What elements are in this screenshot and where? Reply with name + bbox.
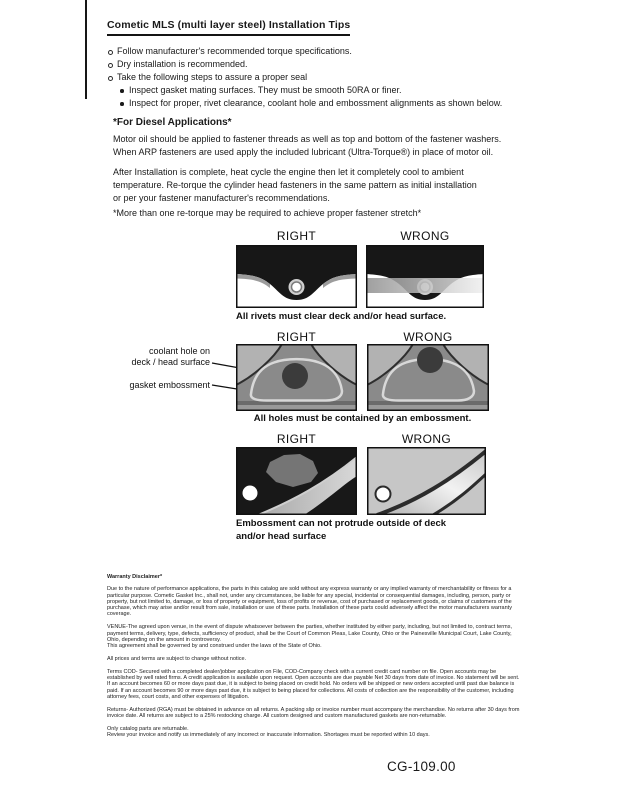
warranty-paragraph: Returns- Authorized (RGA) must be obtained in advance on all returns. A packing slip or invoice number must accompany the merchandise. No returns after 30 days from invoice date. All returns are subject to a 25% restocking charge. All custom designed and custom manufactured gaskets are non-returnable. bbox=[107, 706, 520, 720]
diesel-applications-heading: *For Diesel Applications* bbox=[113, 117, 232, 128]
list-item bbox=[120, 84, 550, 97]
warranty-paragraph: Only catalog parts are returnable. bbox=[107, 725, 189, 732]
row3-right-label: RIGHT bbox=[276, 432, 317, 446]
row1-wrong-label: WRONG bbox=[400, 229, 450, 243]
caption-line: and/or head surface bbox=[236, 531, 327, 542]
paragraph-line: temperature. Re-torque the cylinder head fasteners in the same pattern as initial installation bbox=[113, 180, 477, 190]
page-code: CG-109.00 bbox=[387, 759, 456, 774]
paragraph-line: After Installation is complete, heat cycle the engine then let it completely cool to ambient bbox=[113, 167, 464, 177]
retorque-note: *More than one re-torque may be required to achieve proper fastener stretch* bbox=[113, 208, 422, 218]
warranty-paragraph: VENUE-The agreed upon venue, in the event of dispute whatsoever between the parties, whether instituted by either party, including, but not limited to, contract terms, payment terms, delivery, type, defects, sufficiency of product, shall be the Court of Common Pleas, Lake County, Ohio or the Painesville Municipal Court, Lake County, Ohio, depending on the amount in controversy. bbox=[107, 624, 512, 643]
warranty-paragraph: Terms COD- Secured with a completed dealer/jobber application on File, COD-Company check with a current credit card number on file. Open accounts may be established by well rated firms. A credit application is available upon request. Open accounts are due payable Net 30 days from date of invoice. No statement will be sent. If an account becomes 60 or more days past due, it is subject to being placed on credit hold. No orders will be shipped or new orders accepted until past due balance is paid. If an account becomes 90 or more days past due, it is subject to being placed for collections. All costs of collection are the responsibility of the customer, including attorney fees, court costs, and other expenses of litigation. bbox=[107, 668, 520, 700]
callout-line: deck / head surface bbox=[131, 356, 210, 367]
open-bullet-icon bbox=[108, 63, 113, 68]
warranty-heading: Warranty Disclaimer* bbox=[107, 574, 163, 580]
list-item bbox=[108, 58, 548, 71]
open-bullet-icon bbox=[108, 50, 113, 55]
row2-wrong-label: WRONG bbox=[403, 330, 453, 344]
row2-caption: All holes must be contained by an embossment. bbox=[253, 413, 472, 424]
diesel-paragraph-2 bbox=[113, 166, 477, 205]
paragraph-line: or per your fastener manufacturer's recommendations. bbox=[113, 193, 330, 203]
list-item bbox=[120, 97, 550, 110]
paragraph-line: When ARP fasteners are used apply the included lubricant (Ultra-Torque®) in place of motor oil. bbox=[113, 147, 494, 157]
open-bullet-icon bbox=[108, 76, 113, 81]
warranty-paragraph: Due to the nature of performance applications, the parts in this catalog are sold without any express warranty or any implied warranty of merchantability or fitness for a particular purpose. Cometic Gasket Inc., shall not, under any circumstances, be liable for any special, incidental or consequential damages, including, person, party or property, but not limited to, damage, or loss of property or equipment, loss of profits or revenue, cost of purchased or replacement goods, or claims of customers of the purchase, which may arise and/or result from sale, installation or use of these parts. Installation of these parts could adversely affect the motor manufacturers warranty coverage. bbox=[107, 586, 512, 618]
embossment-right-diagram bbox=[236, 447, 357, 515]
paragraph-line: Motor oil should be applied to fastener threads as well as top and bottom of the fastener washers. bbox=[113, 134, 502, 144]
bullet-text: Inspect for proper, rivet clearance, coolant hole and embossment alignments as shown below. bbox=[129, 98, 503, 108]
rivet-wrong-diagram bbox=[366, 245, 484, 308]
bullet-text: Inspect gasket mating surfaces. They must be smooth 50RA or finer. bbox=[129, 85, 402, 95]
row1-right-label: RIGHT bbox=[276, 229, 317, 243]
row3-caption bbox=[236, 517, 446, 543]
warranty-paragraph: All prices and terms are subject to change without notice. bbox=[107, 655, 247, 662]
left-edge-line bbox=[85, 0, 87, 99]
tips-bullet-list bbox=[108, 45, 548, 84]
tips-sub-bullet-list bbox=[120, 84, 550, 110]
coolant-hole-right-diagram bbox=[236, 344, 357, 411]
bullet-text: Follow manufacturer's recommended torque specifications. bbox=[117, 46, 352, 56]
row2-right-label: RIGHT bbox=[276, 330, 317, 344]
bullet-text: Dry installation is recommended. bbox=[117, 59, 248, 69]
list-item bbox=[108, 45, 548, 58]
filled-bullet-icon bbox=[120, 89, 124, 93]
coolant-hole-callout bbox=[90, 346, 210, 367]
gasket-embossment-callout: gasket embossment bbox=[129, 380, 210, 390]
row1-caption: All rivets must clear deck and/or head surface. bbox=[236, 311, 447, 322]
warranty-paragraph: This agreement shall be governed by and construed under the laws of the State of Ohio. bbox=[107, 643, 322, 650]
warranty-paragraph: Review your invoice and notify us immediately of any incorrect or inaccurate information. Shortages must be reported within 10 days. bbox=[107, 732, 430, 739]
page-title: Cometic MLS (multi layer steel) Installation Tips bbox=[107, 19, 350, 36]
rivet-right-diagram bbox=[236, 245, 357, 308]
bullet-text: Take the following steps to assure a proper seal bbox=[117, 72, 308, 82]
list-item bbox=[108, 71, 548, 84]
callout-line: coolant hole on bbox=[148, 346, 210, 356]
row3-wrong-label: WRONG bbox=[401, 432, 452, 446]
filled-bullet-icon bbox=[120, 102, 124, 106]
diesel-paragraph-1 bbox=[113, 133, 501, 159]
coolant-hole-wrong-diagram bbox=[367, 344, 489, 411]
caption-line: Embossment can not protrude outside of deck bbox=[236, 518, 447, 529]
embossment-wrong-diagram bbox=[367, 447, 486, 515]
warranty-disclaimer-section bbox=[107, 574, 521, 745]
